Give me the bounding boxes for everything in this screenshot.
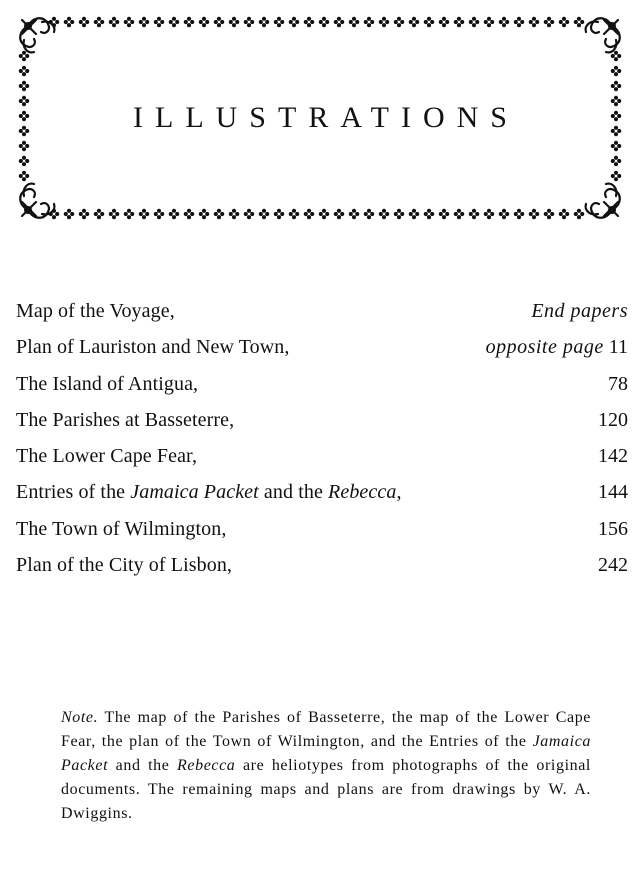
page-number: 144 [598, 481, 628, 504]
item-page [486, 336, 628, 359]
ship-name: Rebecca [177, 757, 236, 774]
item-label: The Town of Wilmington, [16, 517, 227, 540]
page-prefix: opposite page [485, 336, 604, 359]
item-label [16, 481, 402, 504]
list-item [16, 518, 628, 554]
item-label: Plan of Lauriston and New Town, [16, 336, 290, 359]
page-number: 11 [608, 336, 628, 359]
item-label: The Lower Cape Fear, [16, 445, 198, 468]
item-label: The Island of Antigua, [16, 372, 199, 395]
list-item [16, 336, 628, 372]
ship-name: Rebecca [328, 481, 397, 504]
note-text: The map of the Parishes of Basseterre, the map of the Lower Cape Fear, the plan of the Town of Wilmington, and the Entries of the [61, 709, 591, 750]
ship-name: Jamaica Packet [61, 733, 591, 774]
label-text: , [396, 481, 402, 504]
list-item [16, 373, 628, 409]
illustrations-list [16, 300, 628, 590]
note-lead: Note. [61, 709, 99, 726]
page-title [10, 8, 630, 228]
page-number: 242 [598, 554, 628, 577]
heading-text: ILLUSTRATIONS [133, 101, 519, 134]
item-label: Plan of the City of Lisbon, [16, 554, 233, 577]
page-number: 120 [598, 408, 628, 431]
note-paragraph [61, 706, 591, 826]
list-item [16, 445, 628, 481]
item-label: The Parishes at Basseterre, [16, 408, 235, 431]
label-text: and the [258, 481, 329, 504]
note-text: are heliotypes from photographs of the original documents. The remaining maps and plans are from drawings by W. A. Dwiggins. [61, 757, 591, 822]
list-item [16, 300, 628, 336]
list-item [16, 554, 628, 590]
item-page [531, 300, 628, 323]
label-text: Entries of the [16, 481, 131, 504]
page-prefix: End papers [531, 300, 628, 322]
list-item [16, 481, 628, 517]
note-text: and the [108, 757, 178, 774]
item-label: Map of the Voyage, [16, 300, 175, 322]
page-number: 142 [598, 445, 628, 468]
page-number: 78 [608, 372, 628, 395]
ship-name: Jamaica Packet [130, 481, 259, 504]
list-item [16, 409, 628, 445]
page-number: 156 [598, 517, 628, 540]
